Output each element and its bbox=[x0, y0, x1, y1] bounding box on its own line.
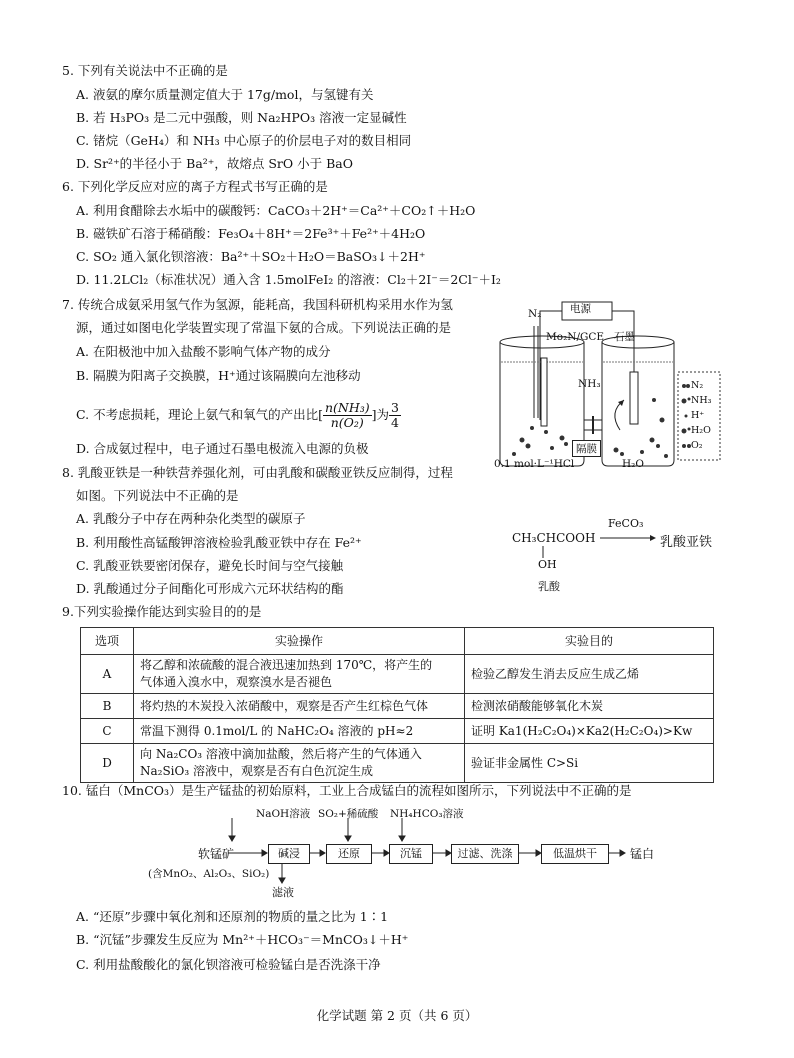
row-option: A bbox=[81, 655, 134, 694]
q7-option-c: C. 不考虑损耗，理论上氨气和氧气的产出比[ $\frac{\text{n(NH₃)}}{\text{n(O₂)}}$ ]为 $\frac{3}{4}$ bbox=[76, 400, 399, 430]
legend-nh3: NH₃ bbox=[691, 395, 712, 406]
raw-material-composition: (含MnO₂、Al₂O₃、SiO₂) bbox=[148, 868, 270, 880]
power-source-label: 电源 bbox=[570, 303, 591, 315]
q8-stem-line2: 如图。下列说法中不正确的是 bbox=[76, 488, 239, 503]
membrane-label: 隔膜 bbox=[572, 440, 601, 457]
row-goal: 验证非金属性 C>Si bbox=[465, 744, 714, 783]
q7-option-d: D. 合成氨过程中，电子通过石墨电极流入电源的负极 bbox=[76, 441, 369, 456]
hydroxyl-group: OH bbox=[538, 558, 557, 571]
nh3-label: NH₃ bbox=[578, 378, 601, 390]
header-goal: 实验目的 bbox=[465, 628, 714, 655]
q7-option-b: B. 隔膜为阳离子交换膜，H⁺通过该隔膜向左池移动 bbox=[76, 368, 361, 383]
q7-option-a: A. 在阳极池中加入盐酸不影响气体产物的成分 bbox=[76, 344, 331, 359]
row-operation: 常温下测得 0.1mol/L 的 NaHC₂O₄ 溶液的 pH≈2 bbox=[134, 719, 465, 744]
q6-option-c: C. SO₂ 通入氯化钡溶液：Ba²⁺＋SO₂＋H₂O＝BaSO₃↓＋2H⁺ bbox=[76, 249, 426, 264]
legend-n2: N₂ bbox=[691, 380, 704, 391]
reagent-so2: SO₂+稀硫酸 bbox=[318, 808, 379, 820]
q10-option-c: C. 利用盐酸酸化的氯化钡溶液可检验锰白是否洗涤干净 bbox=[76, 957, 381, 972]
lactic-acid-name: 乳酸 bbox=[538, 580, 560, 593]
q10-stem: 10. 锰白（MnCO₃）是生产锰盐的初始原料，工业上合成锰白的流程如图所示，下列说法中不正确的是 bbox=[62, 783, 632, 798]
table-row bbox=[81, 744, 714, 783]
reagent-nh4hco3: NH₄HCO₃溶液 bbox=[390, 808, 464, 820]
row-operation: 向 Na₂CO₃ 溶液中滴加盐酸，然后将产生的气体通入 Na₂SiO₃ 溶液中，观察是否有白色沉淀生成 bbox=[134, 744, 465, 783]
q6-option-d: D. 11.2LCl₂（标准状况）通入含 1.5molFeI₂ 的溶液：Cl₂＋2I⁻＝2Cl⁻＋I₂ bbox=[76, 272, 501, 287]
q6-option-a: A. 利用食醋除去水垢中的碳酸钙：CaCO₃＋2H⁺＝Ca²⁺＋CO₂↑＋H₂O bbox=[76, 203, 476, 218]
table-header-row bbox=[81, 628, 714, 655]
left-electrode-label: Mo₂N/GCE bbox=[546, 331, 605, 343]
table-row bbox=[81, 655, 714, 694]
row-operation: 将乙醇和浓硫酸的混合液迅速加热到 170℃，将产生的 气体通入溴水中，观察溴水是否褪色 bbox=[134, 655, 465, 694]
row-option: C bbox=[81, 719, 134, 744]
q5-option-b: B. 若 H₃PO₃ 是二元中强酸，则 Na₂HPO₃ 溶液一定显碱性 bbox=[76, 110, 407, 125]
row-option: D bbox=[81, 744, 134, 783]
q10-option-a: A. “还原”步骤中氧化剂和还原剂的物质的量之比为 1∶1 bbox=[76, 909, 389, 924]
legend-h2o: H₂O bbox=[691, 425, 711, 436]
lactic-acid-formula: CH₃CHCOOH bbox=[512, 531, 596, 545]
q5-option-c: C. 锗烷（GeH₄）和 NH₃ 中心原子的价层电子对的数目相同 bbox=[76, 133, 412, 148]
page-footer: 化学试题 第 2 页（共 6 页） bbox=[316, 1008, 478, 1023]
q8-option-a: A. 乳酸分子中存在两种杂化类型的碳原子 bbox=[76, 511, 306, 526]
step-precipitation: 沉锰 bbox=[389, 844, 433, 864]
right-electrode-label: 石墨 bbox=[614, 331, 635, 343]
reagent-naoh: NaOH溶液 bbox=[256, 808, 311, 820]
ratio-denominator: n(O₂) bbox=[330, 415, 364, 430]
table-row bbox=[81, 719, 714, 744]
legend-h-plus: H⁺ bbox=[691, 410, 705, 421]
step-dry: 低温烘干 bbox=[541, 844, 609, 864]
right-solution-label: H₂O bbox=[622, 458, 644, 470]
final-product-label: 锰白 bbox=[630, 847, 655, 861]
row-operation: 将灼热的木炭投入浓硝酸中，观察是否产生红棕色气体 bbox=[134, 694, 465, 719]
q10-option-b: B. “沉锰”步骤发生反应为 Mn²⁺＋HCO₃⁻＝MnCO₃↓＋H⁺ bbox=[76, 932, 409, 947]
q8-option-d: D. 乳酸通过分子间酯化可形成六元环状结构的酯 bbox=[76, 581, 344, 596]
row-goal: 证明 Ka1(H₂C₂O₄)×Ka2(H₂C₂O₄)>Kw bbox=[465, 719, 714, 744]
q6-option-b: B. 磁铁矿石溶于稀硝酸：Fe₃O₄＋8H⁺＝2Fe³⁺＋Fe²⁺＋4H₂O bbox=[76, 226, 426, 241]
electrolysis-diagram bbox=[492, 300, 724, 476]
ratio-numerator: n(NH₃) bbox=[324, 400, 370, 415]
filtrate-label: 滤液 bbox=[272, 886, 294, 899]
q5-stem: 5. 下列有关说法中不正确的是 bbox=[62, 63, 228, 78]
q7-stem-line2: 源，通过如图电化学装置实现了常温下氨的合成。下列说法正确的是 bbox=[76, 320, 452, 335]
left-solution-label: 0.1 mol·L⁻¹HCl bbox=[494, 458, 575, 470]
legend-o2: O₂ bbox=[691, 440, 703, 451]
row-goal: 检测浓硝酸能够氧化木炭 bbox=[465, 694, 714, 719]
q8-option-b: B. 利用酸性高锰酸钾溶液检验乳酸亚铁中存在 Fe²⁺ bbox=[76, 535, 362, 550]
q7-stem-line1: 7. 传统合成氨采用氢气作为氢源，能耗高，我国科研机构采用水作为氢 bbox=[62, 297, 453, 312]
table-row bbox=[81, 694, 714, 719]
step-filter-wash: 过滤、洗涤 bbox=[451, 844, 519, 864]
n2-inlet-label: N₂ bbox=[528, 308, 542, 320]
q8-option-c: C. 乳酸亚铁要密闭保存，避免长时间与空气接触 bbox=[76, 558, 344, 573]
step-reduction: 还原 bbox=[326, 844, 372, 864]
header-operation: 实验操作 bbox=[134, 628, 465, 655]
q5-option-a: A. 液氨的摩尔质量测定值大于 17g/mol，与氢键有关 bbox=[76, 87, 374, 102]
reagent-feco3: FeCO₃ bbox=[608, 517, 644, 530]
q6-stem: 6. 下列化学反应对应的离子方程式书写正确的是 bbox=[62, 179, 328, 194]
q9-stem: 9.下列实验操作能达到实验目的的是 bbox=[62, 604, 262, 619]
raw-material-label: 软锰矿 bbox=[198, 847, 235, 861]
q8-stem-line1: 8. 乳酸亚铁是一种铁营养强化剂，可由乳酸和碳酸亚铁反应制得，过程 bbox=[62, 465, 453, 480]
row-goal: 检验乙醇发生消去反应生成乙烯 bbox=[465, 655, 714, 694]
q5-option-d: D. Sr²⁺的半径小于 Ba²⁺，故熔点 SrO 小于 BaO bbox=[76, 156, 353, 171]
row-option: B bbox=[81, 694, 134, 719]
product-label: 乳酸亚铁 bbox=[660, 535, 713, 550]
step-alkali-leach: 碱浸 bbox=[268, 844, 310, 864]
header-option: 选项 bbox=[81, 628, 134, 655]
experiment-table bbox=[80, 627, 714, 783]
